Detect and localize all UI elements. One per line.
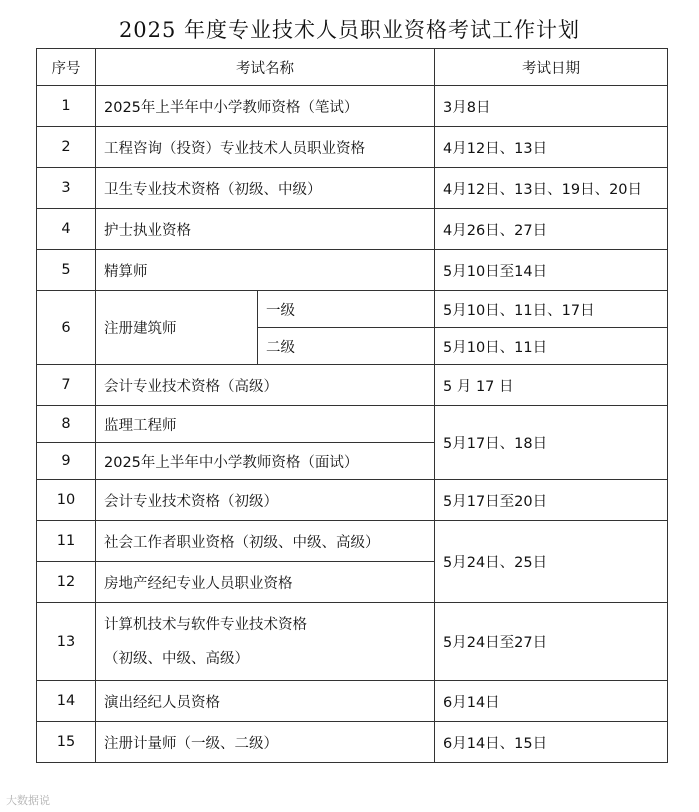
row-seq: 8 — [37, 406, 96, 443]
table-row — [37, 681, 668, 722]
row-name: 房地产经纪专业人员职业资格 — [96, 562, 435, 603]
row-date: 5月17日、18日 — [435, 406, 668, 480]
row-name: 护士执业资格 — [96, 209, 435, 250]
table-row — [37, 521, 668, 562]
row-date: 5月10日、11日 — [435, 328, 668, 365]
row-seq: 14 — [37, 681, 96, 722]
table-row — [37, 127, 668, 168]
row-name: 社会工作者职业资格（初级、中级、高级） — [96, 521, 435, 562]
watermark-text: 大数据说 — [6, 794, 50, 807]
row-date: 6月14日 — [435, 681, 668, 722]
header-date: 考试日期 — [435, 49, 668, 86]
exam-schedule-table — [36, 48, 668, 763]
row-seq: 12 — [37, 562, 96, 603]
row-seq: 4 — [37, 209, 96, 250]
row-date: 4月12日、13日、19日、20日 — [435, 168, 668, 209]
row-seq: 11 — [37, 521, 96, 562]
table-row — [37, 603, 668, 681]
row-sub-level: 二级 — [258, 328, 435, 365]
row-name: 2025年上半年中小学教师资格（面试） — [96, 443, 435, 480]
row-date: 5月24日至27日 — [435, 603, 668, 681]
row-name: 精算师 — [96, 250, 435, 291]
row-seq: 1 — [37, 86, 96, 127]
table-row — [37, 480, 668, 521]
row-name: 会计专业技术资格（初级） — [96, 480, 435, 521]
row-date: 5月17日至20日 — [435, 480, 668, 521]
row-name: 演出经纪人员资格 — [96, 681, 435, 722]
table-row — [37, 365, 668, 406]
table-row — [37, 722, 668, 763]
row-date: 3月8日 — [435, 86, 668, 127]
row-seq: 15 — [37, 722, 96, 763]
row-name-line2: （初级、中级、高级） — [104, 650, 249, 667]
row-date: 5月10日、11日、17日 — [435, 291, 668, 328]
row-name: 会计专业技术资格（高级） — [96, 365, 435, 406]
row-name: 2025年上半年中小学教师资格（笔试） — [96, 86, 435, 127]
row-seq: 13 — [37, 603, 96, 681]
table-row — [37, 291, 668, 328]
table-row — [37, 209, 668, 250]
row-name-line1: 计算机技术与软件专业技术资格 — [104, 616, 307, 633]
row-seq: 9 — [37, 443, 96, 480]
row-name: 注册计量师（一级、二级） — [96, 722, 435, 763]
row-seq: 6 — [37, 291, 96, 365]
row-seq: 3 — [37, 168, 96, 209]
row-date: 5月10日至14日 — [435, 250, 668, 291]
row-date: 4月12日、13日 — [435, 127, 668, 168]
row-date: 4月26日、27日 — [435, 209, 668, 250]
row-name: 卫生专业技术资格（初级、中级） — [96, 168, 435, 209]
row-date: 6月14日、15日 — [435, 722, 668, 763]
page-title: 2025 年度专业技术人员职业资格考试工作计划 — [118, 18, 581, 42]
row-seq: 2 — [37, 127, 96, 168]
row-name: 工程咨询（投资）专业技术人员职业资格 — [96, 127, 435, 168]
table-row — [37, 86, 668, 127]
row-name — [96, 603, 435, 681]
row-sub-level: 一级 — [258, 291, 435, 328]
watermark — [6, 792, 50, 808]
row-seq: 10 — [37, 480, 96, 521]
row-seq: 5 — [37, 250, 96, 291]
header-row — [37, 49, 668, 86]
table-row — [37, 406, 668, 443]
table-row — [37, 168, 668, 209]
table-row — [37, 250, 668, 291]
header-name: 考试名称 — [96, 49, 435, 86]
row-date: 5月24日、25日 — [435, 521, 668, 603]
row-seq: 7 — [37, 365, 96, 406]
row-name: 监理工程师 — [96, 406, 435, 443]
header-seq: 序号 — [37, 49, 96, 86]
row-date: 5 月 17 日 — [435, 365, 668, 406]
row-name: 注册建筑师 — [96, 291, 258, 365]
